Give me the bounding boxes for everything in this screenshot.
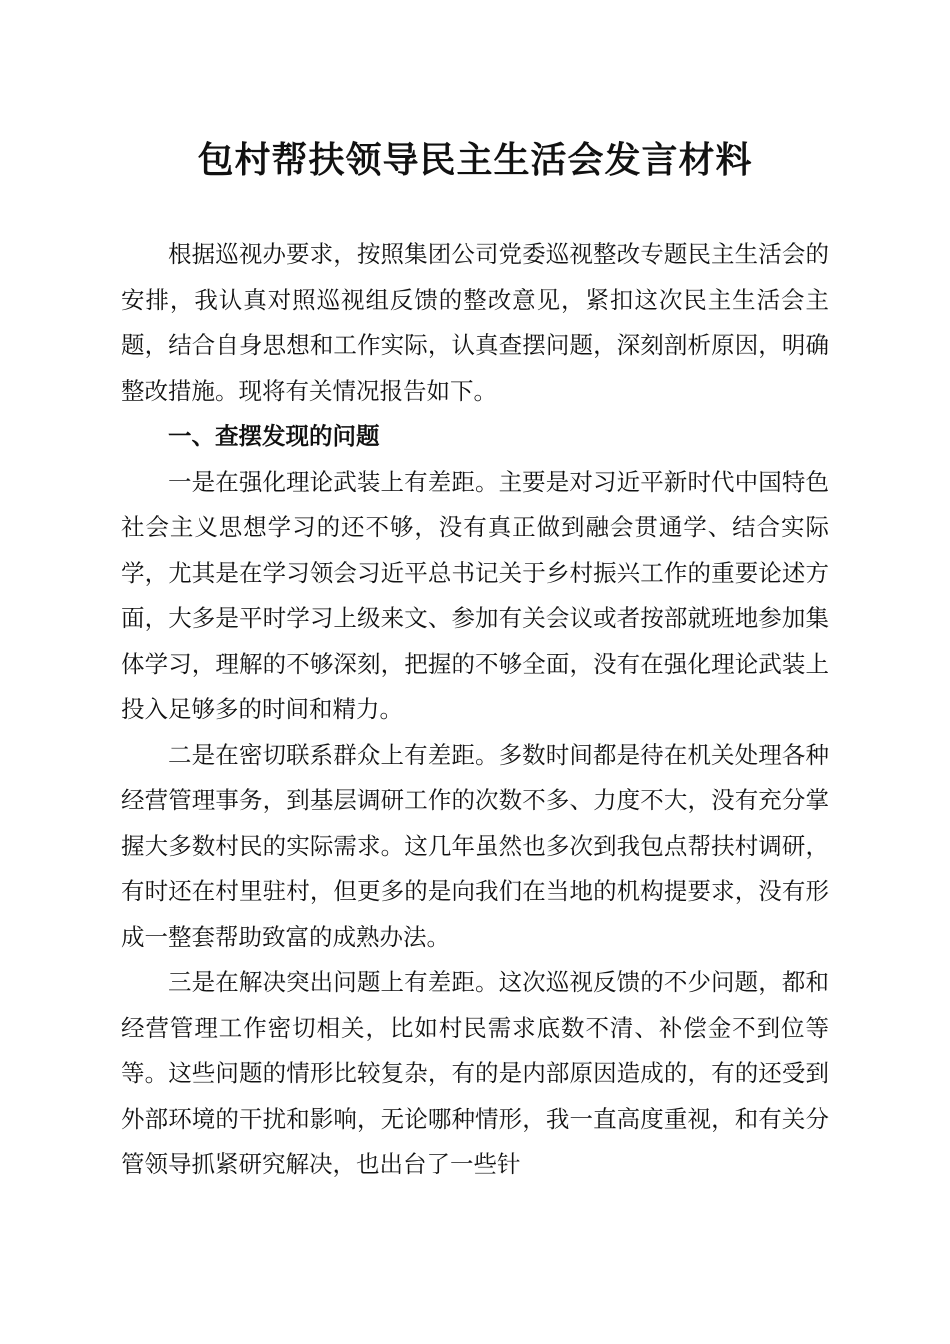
section-heading: 一、查摆发现的问题 [168,422,380,450]
point-1-body: 主要是对习近平新时代中国特色社会主义思想学习的还不够，没有真正做到融会贯通学、结合实际学，尤其是在学习领会习近平总书记关于乡村振兴工作的重要论述方面，大多是平时学习上级来文、参加有关会议或者按部就班地参加集体学习，理解的不够深刻，把握的不够全面，没有在强化理论武装上投入足够多的时间和精力。 [121,467,830,723]
point-2-body: 多数时间都是待在机关处理各种经营管理事务，到基层调研工作的次数不多、力度不大，没有充分掌握大多数村民的实际需求。这几年虽然也多次到我包点帮扶村调研，有时还在村里驻村，但更多的是向我们在当地的机构提要求，没有形成一整套帮助致富的成熟办法。 [121,740,830,951]
point-1-lead: 一是在强化理论武装上有差距。 [168,467,499,496]
paragraph-point-2 [121,733,829,961]
document-title: 包村帮扶领导民主生活会发言材料 [197,139,753,181]
point-3-lead: 三是在解决突出问题上有差距。 [168,968,499,996]
point-2-lead: 二是在密切联系群众上有差距。 [168,740,499,769]
paragraph-point-3 [121,960,829,1188]
point-3-body: 这次巡视反馈的不少问题，都和经营管理工作密切相关，比如村民需求底数不清、补偿金不到位等等。这些问题的情形比较复杂，有的是内部原因造成的，有的还受到外部环境的干扰和影响，无论哪种情形，我一直高度重视，和有关分管领导抓紧研究解决，也出台了一些针 [121,968,830,1178]
intro-paragraph: 根据巡视办要求，按照集团公司党委巡视整改专题民主生活会的安排，我认真对照巡视组反馈的整改意见，紧扣这次民主生活会主题，结合自身思想和工作实际，认真查摆问题，深刻剖析原因，明确整改措施。现将有关情况报告如下。 [121,240,829,405]
paragraph-point-1 [121,460,829,733]
document-body [121,232,829,1188]
